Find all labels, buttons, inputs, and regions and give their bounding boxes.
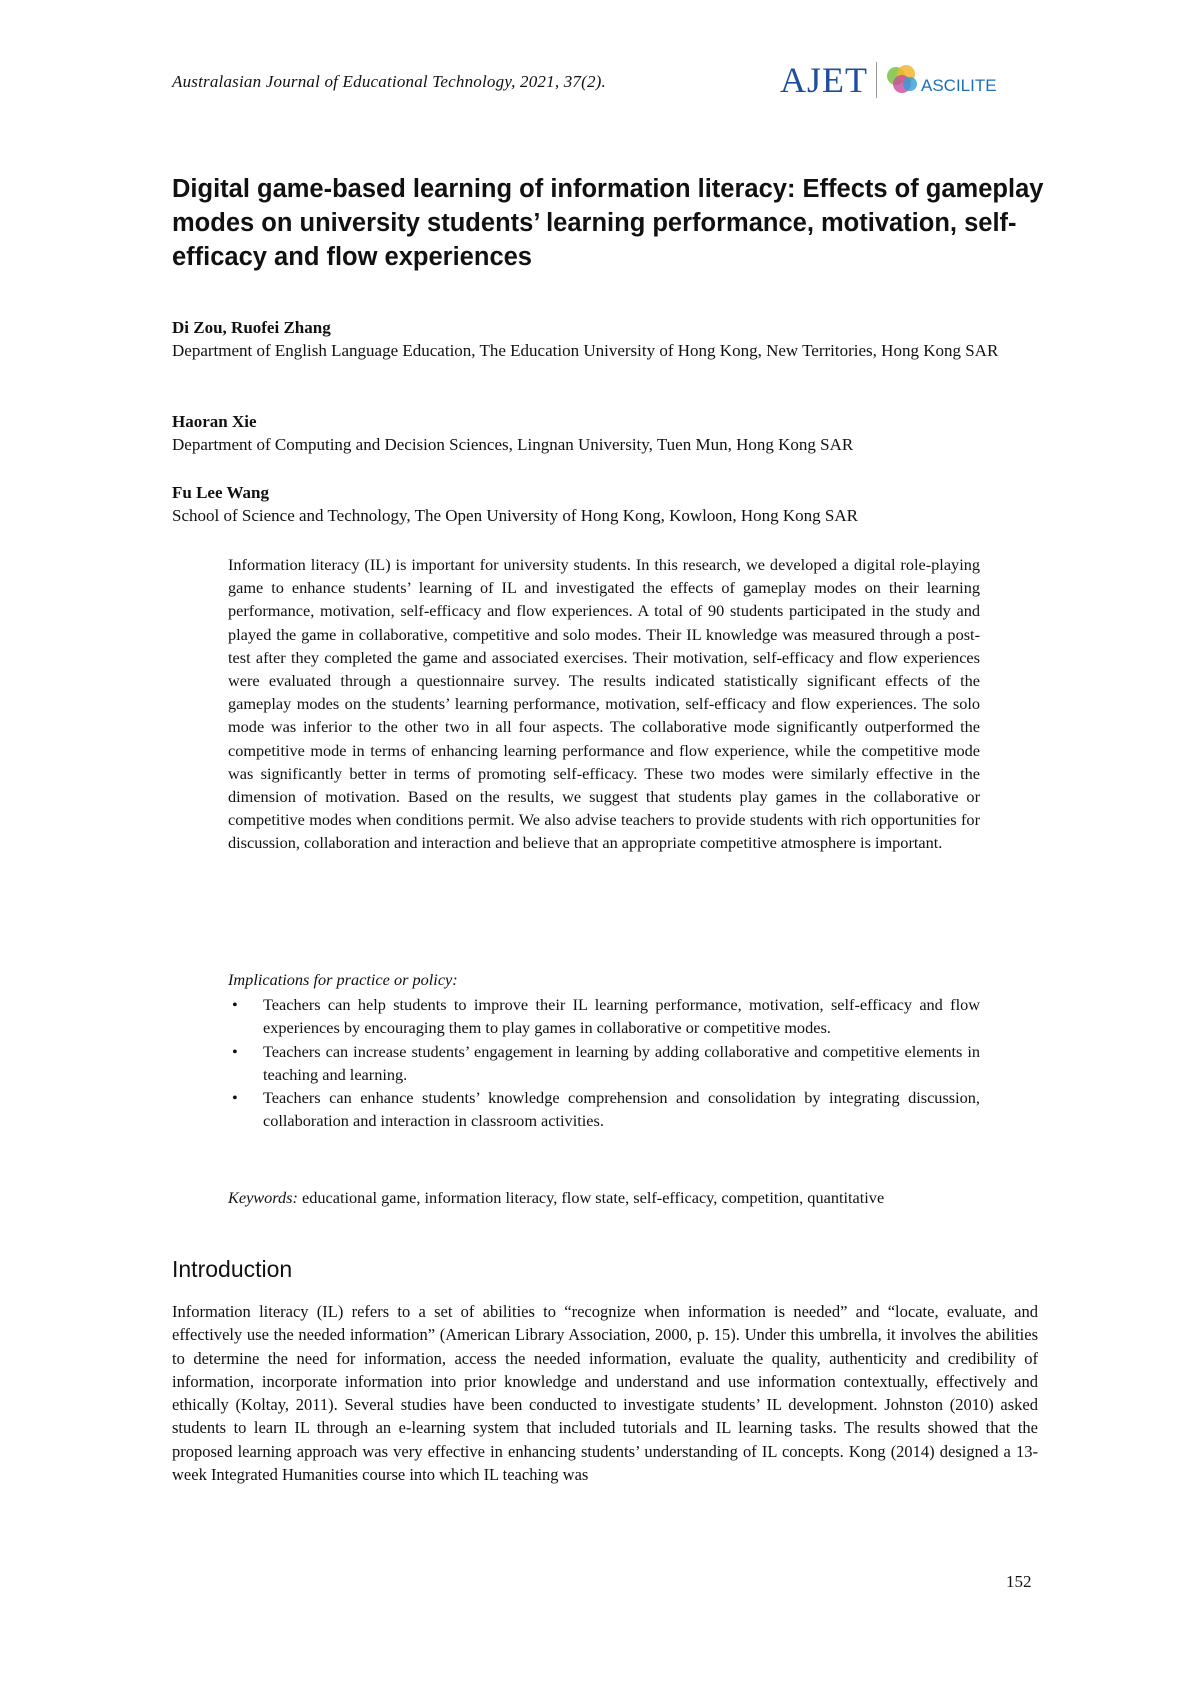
ajet-logo-text: AJET <box>780 60 868 100</box>
keywords <box>228 1186 1038 1209</box>
author-affiliation: Department of English Language Education, The Education University of Hong Kong, New Territories, Hong Kong SAR <box>172 341 999 360</box>
implications-list <box>228 993 980 1132</box>
implications-heading: Implications for practice or policy: <box>228 970 458 989</box>
author-names: Fu Lee Wang <box>172 483 269 502</box>
keywords-text: educational game, information literacy, flow state, self-efficacy, competition, quantitative <box>302 1188 885 1207</box>
implication-text: Teachers can help students to improve their IL learning performance, motivation, self-efficacy and flow experiences by encouraging them to play games in collaborative or competitive modes. <box>263 995 980 1038</box>
ascilite-logo-text: ASCILITE <box>921 76 997 95</box>
author-block <box>172 481 1052 527</box>
implication-item <box>228 993 980 1039</box>
ajet-ascilite-logo <box>780 58 997 102</box>
paper-title: Digital game-based learning of information literacy: Effects of gameplay modes on university students’ learning performance, motivation, self-efficacy and flow experiences <box>172 175 1044 271</box>
section-heading-introduction: Introduction <box>172 1256 293 1282</box>
author-affiliation: School of Science and Technology, The Open University of Hong Kong, Kowloon, Hong Kong SAR <box>172 506 858 525</box>
abstract: Information literacy (IL) is important for university students. In this research, we developed a digital role-playing game to enhance students’ learning of IL and investigated the effects of gameplay modes on their learning performance, motivation, self-efficacy and flow experiences. A total of 90 students participated in the study and played the game in collaborative, competitive and solo modes. Their IL knowledge was measured through a post-test after they completed the game and associated exercises. Their motivation, self-efficacy and flow experiences were evaluated through a questionnaire survey. The results indicated statistically significant effects of the gameplay modes on the students’ learning performance, motivation, self-efficacy and flow experiences. The solo mode was inferior to the other two in all four aspects. The collaborative mode significantly outperformed the competitive mode in terms of enhancing learning performance and flow experience, while the competitive mode was significantly better in terms of promoting self-efficacy. These two modes were similarly effective in the dimension of motivation. Based on the results, we suggest that students play games in the collaborative or competitive modes when conditions permit. We also advise teachers to provide students with rich opportunities for discussion, collaboration and interaction and believe that an appropriate competitive atmosphere is important. <box>228 555 980 853</box>
implication-text: Teachers can increase students’ engagement in learning by adding collaborative and competitive elements in teaching and learning. <box>263 1041 980 1084</box>
implication-text: Teachers can enhance students’ knowledge comprehension and consolidation by integrating discussion, collaboration and interaction in classroom activities. <box>263 1088 980 1131</box>
journal-citation: Australasian Journal of Educational Technology, 2021, 37(2). <box>172 72 606 91</box>
page-number: 152 <box>1006 1572 1032 1591</box>
implication-item <box>228 1040 980 1086</box>
keywords-label: Keywords: <box>228 1188 298 1207</box>
implications-section <box>228 968 980 1132</box>
author-block <box>172 316 1052 362</box>
author-affiliation: Department of Computing and Decision Sciences, Lingnan University, Tuen Mun, Hong Kong SAR <box>172 435 854 454</box>
author-names: Di Zou, Ruofei Zhang <box>172 318 331 337</box>
implication-item <box>228 1086 980 1132</box>
author-block <box>172 410 1052 456</box>
bullet-icon: • <box>232 1088 238 1108</box>
ascilite-emblem-icon <box>885 63 919 97</box>
introduction-paragraph: Information literacy (IL) refers to a set of abilities to “recognize when information is needed” and “locate, evaluate, and effectively use the needed information” (American Library Association, 2000, p. 15). Under this umbrella, it involves the abilities to determine the need for information, access the needed information, evaluate the quality, authenticity and credibility of information, incorporate information into prior knowledge and understand and use information contextually, effectively and ethically (Koltay, 2011). Several studies have been conducted to investigate students’ IL development. Johnston (2010) asked students to learn IL through an e-learning system that included tutorials and IL learning tasks. The results showed that the proposed learning approach was very effective in enhancing students’ understanding of IL concepts. Kong (2014) designed a 13-week Integrated Humanities course into which IL teaching was <box>172 1302 1038 1485</box>
logo-divider <box>876 62 877 98</box>
bullet-icon: • <box>232 995 238 1015</box>
author-names: Haoran Xie <box>172 412 257 431</box>
bullet-icon: • <box>232 1041 238 1061</box>
